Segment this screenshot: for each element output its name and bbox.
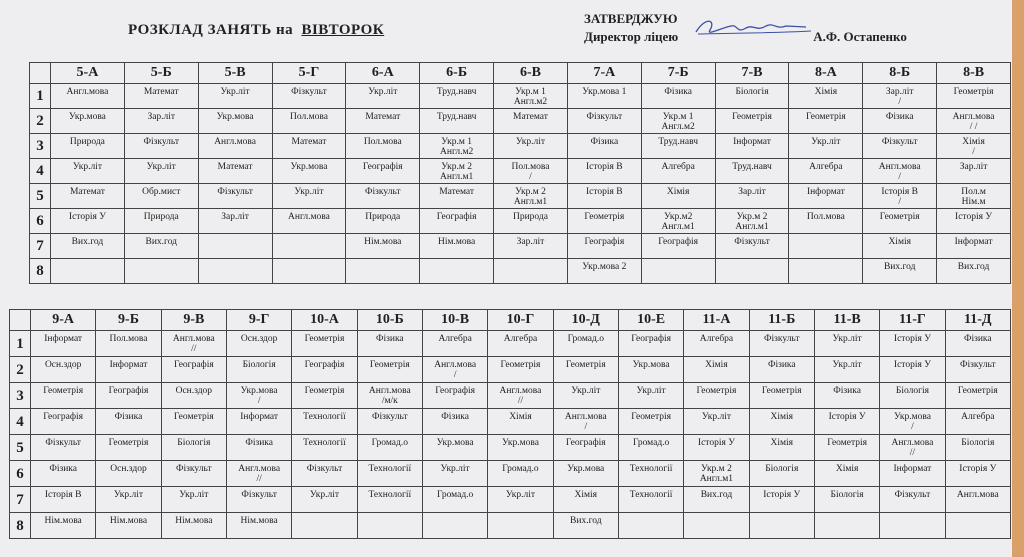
lesson-cell: Технології (292, 409, 357, 435)
lesson-cell: Фізика (641, 84, 715, 109)
lesson-row (10, 383, 1011, 409)
lesson-cell: Укр.мова (488, 435, 553, 461)
lesson-cell: Англ.мова (945, 487, 1010, 513)
lesson-number: 6 (30, 209, 51, 234)
lesson-cell (272, 234, 346, 259)
lesson-cell: Геометрія (292, 331, 357, 357)
lesson-number: 4 (30, 159, 51, 184)
lesson-cell: Математ (346, 109, 420, 134)
lesson-cell (420, 259, 494, 284)
lesson-cell: Фізкульт (863, 134, 937, 159)
lesson-cell: Укр.літ (553, 383, 618, 409)
lesson-cell: Хімія (814, 461, 879, 487)
lesson-cell: Алгебра (945, 409, 1010, 435)
lesson-cell: Укр.м 2 Англ.м1 (684, 461, 749, 487)
class-header: 10-Д (553, 310, 618, 331)
lesson-cell: Природа (124, 209, 198, 234)
lesson-cell: Фізкульт (226, 487, 291, 513)
background-edge (1012, 0, 1024, 557)
class-header: 8-А (789, 63, 863, 84)
lesson-cell: Біологія (161, 435, 226, 461)
lesson-cell: Історія В / (863, 184, 937, 209)
lesson-cell: Труд.навч (420, 84, 494, 109)
class-header: 10-В (422, 310, 487, 331)
lesson-cell: Біологія (715, 84, 789, 109)
class-header: 8-Б (863, 63, 937, 84)
class-header: 11-А (684, 310, 749, 331)
lesson-cell: Біологія (814, 487, 879, 513)
lesson-cell: Історія У (684, 435, 749, 461)
lesson-cell: Інформат (31, 331, 96, 357)
lesson-cell: Фізкульт (357, 409, 422, 435)
class-header: 6-А (346, 63, 420, 84)
lesson-cell: Природа (51, 134, 125, 159)
lesson-cell (488, 513, 553, 539)
lesson-cell: Інформат (789, 184, 863, 209)
class-header: 9-В (161, 310, 226, 331)
lesson-cell: Нім.мова (346, 234, 420, 259)
lesson-row (10, 461, 1011, 487)
lesson-cell: Алгебра (488, 331, 553, 357)
approve-label: ЗАТВЕРДЖУЮ (584, 11, 678, 26)
lesson-cell: Інформат (715, 134, 789, 159)
class-header: 11-В (814, 310, 879, 331)
lesson-cell: Громад.о (618, 435, 683, 461)
lesson-number: 8 (10, 513, 31, 539)
lesson-cell: Біологія (749, 461, 814, 487)
lesson-cell: Фізика (357, 331, 422, 357)
lesson-cell: Технології (357, 487, 422, 513)
schedule-table-top (29, 62, 1011, 284)
lesson-cell: Англ.мова (51, 84, 125, 109)
lesson-cell: Фізика (567, 134, 641, 159)
page-title (128, 22, 384, 39)
lesson-cell: Хімія / (937, 134, 1011, 159)
lesson-cell: Алгебра (684, 331, 749, 357)
lesson-cell: Укр.літ (488, 487, 553, 513)
lesson-cell: Англ.мова (272, 209, 346, 234)
lesson-cell: Хімія (749, 409, 814, 435)
lesson-cell: Укр.літ (814, 331, 879, 357)
class-header: 11-Д (945, 310, 1010, 331)
lesson-cell: Укр.літ (96, 487, 161, 513)
lesson-cell: Геометрія (292, 383, 357, 409)
lesson-cell: Геометрія (357, 357, 422, 383)
lesson-cell (51, 259, 125, 284)
class-header: 10-Б (357, 310, 422, 331)
lesson-cell: Математ (272, 134, 346, 159)
lesson-cell: Технології (618, 487, 683, 513)
lesson-cell: Хімія (684, 357, 749, 383)
lesson-cell: Осн.здор (226, 331, 291, 357)
class-header: 5-В (198, 63, 272, 84)
lesson-cell: Зар.літ / (863, 84, 937, 109)
lesson-cell: Історія В (567, 159, 641, 184)
lesson-cell: Алгебра (422, 331, 487, 357)
lesson-cell: Укр.мова (198, 109, 272, 134)
lesson-row (30, 209, 1011, 234)
lesson-cell: Фізкульт (292, 461, 357, 487)
lesson-cell: Фізкульт (880, 487, 945, 513)
lesson-cell: Географія (96, 383, 161, 409)
lesson-row (10, 357, 1011, 383)
lesson-cell (641, 259, 715, 284)
lesson-cell (715, 259, 789, 284)
lesson-cell: Алгебра (789, 159, 863, 184)
lesson-cell (618, 513, 683, 539)
class-header: 5-Б (124, 63, 198, 84)
lesson-cell: Геометрія (945, 383, 1010, 409)
lesson-number: 4 (10, 409, 31, 435)
lesson-row (10, 409, 1011, 435)
director-label: Директор ліцею (584, 29, 679, 44)
lesson-number: 2 (30, 109, 51, 134)
lesson-cell: Укр.літ (494, 134, 568, 159)
lesson-row (30, 84, 1011, 109)
class-header: 9-Г (226, 310, 291, 331)
lesson-cell: Нім.мова (420, 234, 494, 259)
lesson-cell: Геометрія (789, 109, 863, 134)
lesson-cell: Укр.літ (422, 461, 487, 487)
lesson-number: 6 (10, 461, 31, 487)
lesson-cell (789, 234, 863, 259)
lesson-cell (814, 513, 879, 539)
lesson-cell: Укр.літ (292, 487, 357, 513)
lesson-cell: Укр.м 1 Англ.м2 (420, 134, 494, 159)
lesson-cell: Укр.м 1 Англ.м2 (641, 109, 715, 134)
lesson-cell: Історія У (814, 409, 879, 435)
lesson-cell: Укр.мова (618, 357, 683, 383)
lesson-cell: Укр.літ (272, 184, 346, 209)
lesson-cell: Укр.мова 1 (567, 84, 641, 109)
lesson-cell: Укр.мова / (880, 409, 945, 435)
class-header: 7-Б (641, 63, 715, 84)
lesson-cell: Географія (422, 383, 487, 409)
lesson-cell: Геометрія (161, 409, 226, 435)
lesson-cell: Математ (198, 159, 272, 184)
lesson-cell: Фізика (31, 461, 96, 487)
lesson-cell: Біологія (945, 435, 1010, 461)
lesson-cell: Хімія (488, 409, 553, 435)
lesson-cell: Укр.літ (198, 84, 272, 109)
class-header: 10-Г (488, 310, 553, 331)
lesson-cell (684, 513, 749, 539)
lesson-number: 7 (10, 487, 31, 513)
lesson-row (10, 331, 1011, 357)
lesson-cell: Англ.мова / (863, 159, 937, 184)
lesson-cell: Укр.літ (346, 84, 420, 109)
lesson-cell (124, 259, 198, 284)
lesson-cell: Укр.літ (618, 383, 683, 409)
lesson-cell (272, 259, 346, 284)
class-header: 7-В (715, 63, 789, 84)
class-header: 9-Б (96, 310, 161, 331)
lesson-number: 1 (10, 331, 31, 357)
signature-image (676, 14, 816, 44)
lesson-cell: Фізика (749, 357, 814, 383)
lesson-cell (749, 513, 814, 539)
lesson-cell: Хімія (863, 234, 937, 259)
lesson-row (30, 259, 1011, 284)
class-header: 9-А (31, 310, 96, 331)
lesson-cell: Біологія (880, 383, 945, 409)
lesson-cell: Історія У (880, 357, 945, 383)
lesson-cell: Укр.мова 2 (567, 259, 641, 284)
lesson-cell: Пол.м Нім.м (937, 184, 1011, 209)
lesson-cell: Зар.літ (715, 184, 789, 209)
lesson-cell: Історія В (31, 487, 96, 513)
class-header: 10-Е (618, 310, 683, 331)
lesson-cell: Історія У (749, 487, 814, 513)
lesson-cell: Математ (124, 84, 198, 109)
lesson-cell: Географія (641, 234, 715, 259)
lesson-cell: Фізкульт (346, 184, 420, 209)
lesson-cell: Географія (567, 234, 641, 259)
lesson-cell: Вих.год (553, 513, 618, 539)
lesson-cell: Географія (618, 331, 683, 357)
lesson-number: 8 (30, 259, 51, 284)
lesson-cell: Осн.здор (96, 461, 161, 487)
lesson-cell: Геометрія (749, 383, 814, 409)
lesson-cell: Технології (292, 435, 357, 461)
title-day: ВІВТОРОК (301, 22, 385, 38)
corner-cell (10, 310, 31, 331)
lesson-cell: Укр.літ (814, 357, 879, 383)
lesson-cell: Геометрія (715, 109, 789, 134)
lesson-cell: Труд.навч (715, 159, 789, 184)
lesson-cell: Англ.мова // (226, 461, 291, 487)
lesson-row (30, 184, 1011, 209)
lesson-cell: Громад.о (553, 331, 618, 357)
lesson-cell: Біологія (226, 357, 291, 383)
schedule-table-bottom (9, 309, 1011, 539)
lesson-cell: Осн.здор (161, 383, 226, 409)
lesson-cell: Фізкульт (124, 134, 198, 159)
class-header: 5-А (51, 63, 125, 84)
lesson-cell: Географія (553, 435, 618, 461)
lesson-cell: Англ.мова // (880, 435, 945, 461)
lesson-number: 3 (30, 134, 51, 159)
lesson-number: 7 (30, 234, 51, 259)
lesson-cell: Нім.мова (161, 513, 226, 539)
lesson-cell: Укр.м2 Англ.м1 (641, 209, 715, 234)
lesson-cell: Геометрія (488, 357, 553, 383)
lesson-cell: Вих.год (51, 234, 125, 259)
lesson-cell: Англ.мова / (553, 409, 618, 435)
lesson-cell (422, 513, 487, 539)
class-header: 8-В (937, 63, 1011, 84)
lesson-cell: Зар.літ (937, 159, 1011, 184)
lesson-cell: Технології (618, 461, 683, 487)
lesson-cell: Пол.мова (96, 331, 161, 357)
lesson-cell: Геометрія (96, 435, 161, 461)
lesson-cell: Англ.мова // (488, 383, 553, 409)
lesson-cell: Фізика (96, 409, 161, 435)
lesson-cell: Труд.навч (641, 134, 715, 159)
lesson-cell: Укр.м 2 Англ.м1 (494, 184, 568, 209)
lesson-cell: Технології (357, 461, 422, 487)
lesson-cell: Географія (420, 209, 494, 234)
lesson-row (10, 513, 1011, 539)
lesson-cell: Фізкульт (198, 184, 272, 209)
lesson-cell: Геометрія (684, 383, 749, 409)
lesson-cell: Труд.навч (420, 109, 494, 134)
lesson-cell: Геометрія (553, 357, 618, 383)
lesson-cell: Зар.літ (124, 109, 198, 134)
lesson-cell: Хімія (789, 84, 863, 109)
lesson-cell: Фізика (945, 331, 1010, 357)
lesson-cell: Математ (494, 109, 568, 134)
lesson-cell: Англ.мова /м/к (357, 383, 422, 409)
lesson-cell: Фізкульт (272, 84, 346, 109)
lesson-cell (198, 234, 272, 259)
lesson-cell: Геометрія (814, 435, 879, 461)
lesson-cell: Вих.год (937, 259, 1011, 284)
lesson-cell: Пол.мова (346, 134, 420, 159)
lesson-cell: Геометрія (937, 84, 1011, 109)
corner-cell (30, 63, 51, 84)
lesson-cell: Фізкульт (31, 435, 96, 461)
lesson-cell: Пол.мова (789, 209, 863, 234)
lesson-cell: Історія У (51, 209, 125, 234)
lesson-number: 1 (30, 84, 51, 109)
class-header: 6-В (494, 63, 568, 84)
lesson-cell: Історія У (880, 331, 945, 357)
title-text: РОЗКЛАД ЗАНЯТЬ на (128, 22, 294, 38)
lesson-cell (945, 513, 1010, 539)
lesson-cell: Вих.год (863, 259, 937, 284)
lesson-cell (357, 513, 422, 539)
lesson-cell: Зар.літ (494, 234, 568, 259)
lesson-cell: Укр.мова / (226, 383, 291, 409)
lesson-cell: Пол.мова (272, 109, 346, 134)
class-header: 5-Г (272, 63, 346, 84)
director-name: А.Ф. Остапенко (813, 29, 907, 44)
class-header: 7-А (567, 63, 641, 84)
lesson-cell: Укр.мова (272, 159, 346, 184)
lesson-cell: Алгебра (641, 159, 715, 184)
lesson-cell: Укр.літ (124, 159, 198, 184)
lesson-row (10, 487, 1011, 513)
lesson-cell: Фізика (422, 409, 487, 435)
lesson-cell: Громад.о (488, 461, 553, 487)
lesson-cell: Хімія (553, 487, 618, 513)
lesson-cell: Фізика (814, 383, 879, 409)
lesson-row (30, 159, 1011, 184)
lesson-row (30, 134, 1011, 159)
lesson-cell: Історія В (567, 184, 641, 209)
lesson-cell: Укр.мова (422, 435, 487, 461)
class-header: 10-А (292, 310, 357, 331)
lesson-cell: Математ (420, 184, 494, 209)
lesson-cell: Англ.мова / / (937, 109, 1011, 134)
lesson-cell: Фізкульт (567, 109, 641, 134)
lesson-number: 5 (10, 435, 31, 461)
lesson-cell (880, 513, 945, 539)
lesson-cell: Географія (161, 357, 226, 383)
lesson-cell: Історія У (937, 209, 1011, 234)
lesson-row (10, 435, 1011, 461)
lesson-cell: Пол.мова / (494, 159, 568, 184)
lesson-cell (292, 513, 357, 539)
lesson-cell: Історія У (945, 461, 1010, 487)
lesson-cell: Хімія (641, 184, 715, 209)
class-header: 11-Б (749, 310, 814, 331)
lesson-cell: Інформат (96, 357, 161, 383)
lesson-cell: Укр.літ (51, 159, 125, 184)
lesson-cell: Геометрія (31, 383, 96, 409)
lesson-cell (494, 259, 568, 284)
lesson-cell: Нім.мова (226, 513, 291, 539)
lesson-cell: Нім.мова (31, 513, 96, 539)
lesson-cell: Фізика (226, 435, 291, 461)
lesson-cell: Математ (51, 184, 125, 209)
lesson-cell: Укр.мова (51, 109, 125, 134)
lesson-cell: Громад.о (357, 435, 422, 461)
lesson-cell: Географія (346, 159, 420, 184)
lesson-row (30, 234, 1011, 259)
lesson-cell: Інформат (226, 409, 291, 435)
lesson-cell: Укр.м 2 Англ.м1 (420, 159, 494, 184)
lesson-cell: Укр.літ (161, 487, 226, 513)
lesson-cell: Географія (292, 357, 357, 383)
lesson-cell: Фізкульт (749, 331, 814, 357)
lesson-cell: Геометрія (567, 209, 641, 234)
class-header: 6-Б (420, 63, 494, 84)
lesson-cell: Фізкульт (161, 461, 226, 487)
lesson-cell (198, 259, 272, 284)
lesson-cell: Інформат (880, 461, 945, 487)
lesson-cell (789, 259, 863, 284)
lesson-cell: Укр.мова (553, 461, 618, 487)
lesson-cell: Хімія (749, 435, 814, 461)
lesson-cell: Укр.м 1 Англ.м2 (494, 84, 568, 109)
lesson-cell: Вих.год (684, 487, 749, 513)
lesson-cell: Фізкульт (945, 357, 1010, 383)
lesson-cell: Геометрія (618, 409, 683, 435)
lesson-cell: Англ.мова (198, 134, 272, 159)
lesson-cell: Громад.о (422, 487, 487, 513)
lesson-cell: Природа (346, 209, 420, 234)
lesson-cell: Фізкульт (715, 234, 789, 259)
class-header: 11-Г (880, 310, 945, 331)
lesson-cell: Вих.год (124, 234, 198, 259)
lesson-cell: Фізика (863, 109, 937, 134)
lesson-cell: Інформат (937, 234, 1011, 259)
lesson-cell: Зар.літ (198, 209, 272, 234)
lesson-cell: Обр.мист (124, 184, 198, 209)
lesson-row (30, 109, 1011, 134)
lesson-cell: Укр.м 2 Англ.м1 (715, 209, 789, 234)
lesson-number: 2 (10, 357, 31, 383)
lesson-cell: Укр.літ (789, 134, 863, 159)
lesson-cell: Англ.мова // (161, 331, 226, 357)
lesson-cell: Укр.літ (684, 409, 749, 435)
lesson-cell: Осн.здор (31, 357, 96, 383)
lesson-cell: Геометрія (863, 209, 937, 234)
lesson-cell: Природа (494, 209, 568, 234)
lesson-number: 5 (30, 184, 51, 209)
lesson-number: 3 (10, 383, 31, 409)
lesson-cell: Англ.мова / (422, 357, 487, 383)
lesson-cell (346, 259, 420, 284)
lesson-cell: Нім.мова (96, 513, 161, 539)
lesson-cell: Географія (31, 409, 96, 435)
